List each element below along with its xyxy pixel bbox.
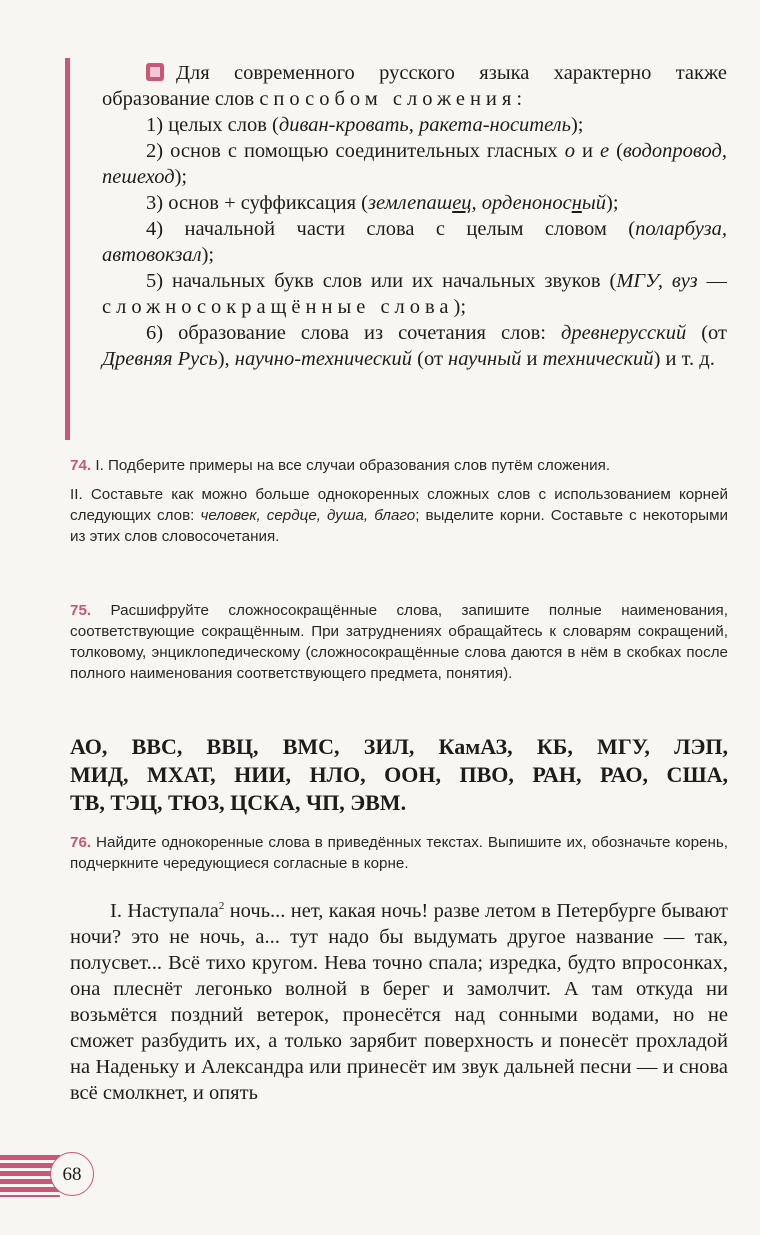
rule-margin-bar — [65, 58, 70, 440]
theory-item-6: 6) образование слова из сочетания слов: древнерусский (от Древняя Русь), научно-технический (от научный и технический) и т. д. — [102, 322, 727, 370]
exercise-76 — [70, 832, 728, 874]
exercise-74-part-1: 74. I. Подберите примеры на все случаи образования слов путём сложения. — [70, 457, 611, 474]
exercise-75 — [70, 600, 728, 684]
page-number: 68 — [50, 1152, 94, 1196]
theory-item-2: 2) основ с помощью соединительных гласных о и е (водопровод, пешеход); — [102, 140, 727, 188]
literary-excerpt: I. Наступала$^2$ ночь... нет, какая ночь! разве летом в Петербурге бывают ночи? это не ночь, а... тут надо бы выдумать другое название — так, полусвет... Всё тихо кругом. Нева точно спала; изредка, будто впросонках, она плеснёт легонько волной в берег и замолчит. А там откуда ни возьмётся поздний ветерок, пронесётся над сонными водами, но не сможет разбудить их, а только зарябит поверхность и понесёт прохладой на Наденьку и Александра или принесёт им звук дальней песни — и снова всё смолкнет, и опять — [70, 900, 728, 1104]
abbreviation-line: МИД, МХАТ, НИИ, НЛО, ООН, ПВО, РАН, РАО, США, — [70, 762, 728, 787]
footnote-mark: 2 — [218, 900, 225, 912]
exercise-number: 74. — [70, 457, 92, 474]
exercise-74-part-2: II. Составьте как можно больше однокоренных сложных слов с использованием корней следующих слов: человек, сердце, душа, благо; выделите корни. Составьте с некоторыми из этих слов словосочетания. — [70, 486, 729, 545]
theory-intro: Для современного русского языка характерно также образование слов способом сложения: — [102, 62, 727, 110]
rule-icon — [146, 63, 164, 81]
exercise-number: 76. — [70, 834, 92, 851]
theory-block — [102, 60, 727, 372]
exercise-75-text: Расшифруйте сложносокращённые слова, запишите полные наименования, соответствующие сокращённым. При затруднениях обращайтесь к словарям сокращений, толковому, энциклопедическому (сложносокращённые слова даются в нём в скобках после полного наименования соответствующего предмета, понятия). — [70, 602, 728, 682]
theory-item-5: 5) начальных букв слов или их начальных звуков (МГУ, вуз — сложносокращённые слова); — [102, 270, 727, 318]
abbreviation-line: АО, ВВС, ВВЦ, ВМС, ЗИЛ, КамАЗ, КБ, МГУ, ЛЭП, — [70, 734, 728, 759]
abbreviation-list — [70, 733, 728, 817]
theory-item-4: 4) начальной части слова с целым словом (поларбуза, автовокзал); — [102, 218, 727, 266]
theory-item-3: 3) основ + суффиксация (землепашец, орденоносный); — [146, 192, 619, 214]
theory-item-1: 1) целых слов (диван-кровать, ракета-носитель); — [146, 114, 584, 136]
exercise-number: 75. — [70, 602, 92, 619]
abbreviation-line: ТВ, ТЭЦ, ТЮЗ, ЦСКА, ЧП, ЭВМ. — [70, 790, 407, 815]
exercise-74 — [70, 455, 728, 547]
exercise-76-text: Найдите однокоренные слова в приведённых текстах. Выпишите их, обозначьте корень, подчеркните чередующиеся согласные в корне. — [70, 834, 728, 872]
